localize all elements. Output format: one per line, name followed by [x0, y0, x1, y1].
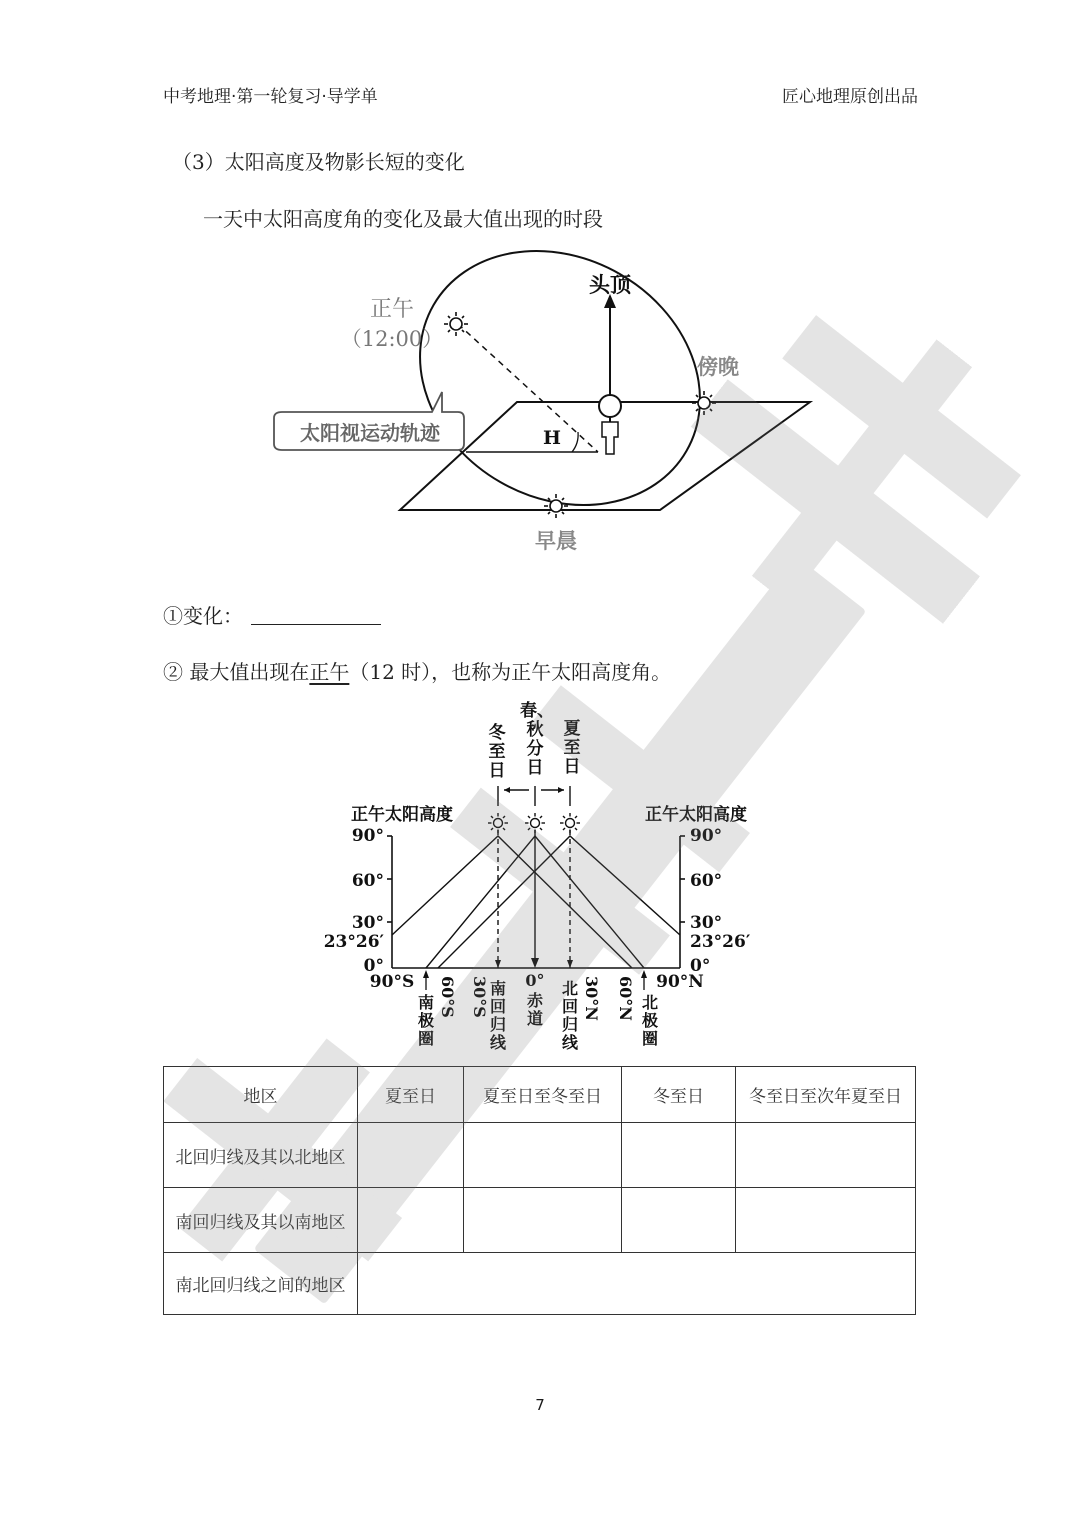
- svg-text:圈: 圈: [417, 1029, 435, 1048]
- equinox-sun-icon: [525, 813, 545, 833]
- answer-cell[interactable]: [358, 1188, 464, 1253]
- answer-cell[interactable]: [736, 1123, 916, 1188]
- q1-line: [163, 600, 381, 629]
- evening-label: 傍晚: [697, 354, 739, 379]
- table-header-winter: 冬至日: [622, 1067, 736, 1123]
- table-row: [164, 1188, 916, 1253]
- morning-sun-icon: [544, 494, 568, 518]
- lat-30n: 30°N: [582, 976, 601, 1021]
- svg-text:南: 南: [417, 993, 435, 1012]
- tropic-cancer-label: [562, 979, 579, 1052]
- svg-text:夏: 夏: [563, 719, 581, 739]
- lat-30s: 30°S: [470, 976, 489, 1018]
- svg-text:北: 北: [641, 993, 659, 1012]
- x-label-90n: 90°N: [656, 972, 704, 992]
- table-header-row: [164, 1067, 916, 1123]
- north-polar-circle-label: [642, 993, 658, 1048]
- svg-text:日: 日: [526, 758, 544, 778]
- tick-60-right: 60°: [690, 871, 723, 891]
- answer-cell[interactable]: [358, 1123, 464, 1188]
- svg-text:极: 极: [641, 1011, 659, 1030]
- right-axis-title: 正午太阳高度: [645, 805, 747, 825]
- lat-60s: 60°S: [438, 976, 457, 1018]
- svg-text:圈: 圈: [641, 1029, 659, 1048]
- winter-solstice-label: [489, 722, 507, 781]
- answer-cell[interactable]: [622, 1188, 736, 1253]
- tick-60-left: 60°: [351, 871, 384, 891]
- header-left: 中考地理·第一轮复习·导学单: [163, 87, 378, 107]
- q1-answer-blank[interactable]: [251, 606, 381, 625]
- tick-30-right: 30°: [690, 913, 723, 933]
- q2-prefix: ② 最大值出现在: [163, 660, 310, 684]
- lat-60n: 60°N: [616, 976, 635, 1021]
- tick-90-left: 90°: [351, 826, 384, 846]
- tropic-capricorn-label: [490, 979, 507, 1052]
- zenith-label: 头顶: [589, 272, 631, 297]
- answer-cell[interactable]: [464, 1123, 622, 1188]
- tick-0-left: 0°: [363, 956, 384, 976]
- svg-text:至: 至: [488, 742, 506, 762]
- equinox-label: [520, 700, 554, 778]
- sun-path-diagram: [260, 262, 830, 592]
- q2-emphasis: 正午: [309, 660, 350, 684]
- header-right: 匠心地理原创出品: [782, 87, 918, 107]
- evening-sun-icon: [692, 391, 716, 415]
- q2-suffix: （12 时），也称为正午太阳高度角。: [349, 660, 672, 684]
- observer-head: [599, 395, 621, 417]
- region-altitude-table: [163, 1066, 916, 1315]
- noon-label: 正午: [369, 297, 415, 322]
- table-row: [164, 1253, 916, 1315]
- winter-sun-icon: [488, 813, 508, 833]
- svg-text:道: 道: [526, 1009, 544, 1028]
- winter-solstice-line: [392, 836, 632, 968]
- tick-0-right: 0°: [690, 956, 711, 976]
- row-label-tropics: 南北回归线之间的地区: [164, 1253, 358, 1315]
- answer-cell-merged[interactable]: [358, 1253, 916, 1315]
- svg-text:线: 线: [489, 1033, 507, 1052]
- q2-line: [163, 656, 671, 685]
- svg-text:日: 日: [563, 757, 581, 777]
- svg-text:北: 北: [561, 979, 579, 998]
- answer-cell[interactable]: [736, 1188, 916, 1253]
- svg-text:南: 南: [489, 979, 507, 998]
- q1-label: ①变化：: [163, 604, 243, 628]
- table-header-summer-to-winter: 夏至日至冬至日: [464, 1067, 622, 1123]
- section-title: （3）太阳高度及物影长短的变化: [172, 150, 465, 174]
- noon-time-label: （12:00）: [340, 327, 444, 351]
- summer-sun-icon: [560, 813, 580, 833]
- summer-solstice-label: [564, 718, 581, 777]
- svg-text:秋: 秋: [526, 720, 544, 740]
- noon-altitude-diagram: [323, 690, 770, 1070]
- tick-30-left: 30°: [351, 913, 384, 933]
- svg-text:至: 至: [563, 738, 581, 758]
- south-polar-circle-label: [418, 993, 434, 1048]
- summer-solstice-line: [438, 836, 680, 968]
- x-label-90s: 90°S: [369, 972, 415, 992]
- observer-body: [602, 422, 618, 454]
- answer-cell[interactable]: [622, 1123, 736, 1188]
- svg-text:极: 极: [417, 1011, 435, 1030]
- tick-2326-right: 23°26′: [690, 932, 751, 952]
- svg-text:赤: 赤: [526, 991, 544, 1010]
- tick-90-right: 90°: [690, 826, 723, 846]
- equator-label: [527, 991, 544, 1028]
- answer-cell[interactable]: [464, 1188, 622, 1253]
- angle-label: H: [543, 427, 561, 449]
- page-number: 7: [535, 1396, 545, 1414]
- svg-text:分: 分: [526, 739, 544, 759]
- svg-text:回: 回: [561, 997, 579, 1016]
- svg-text:归: 归: [489, 1015, 507, 1034]
- table-row: [164, 1123, 916, 1188]
- equator-degree: 0°: [525, 971, 545, 990]
- svg-text:春、: 春、: [520, 701, 554, 721]
- table-header-summer: 夏至日: [358, 1067, 464, 1123]
- svg-text:线: 线: [561, 1033, 579, 1052]
- svg-text:冬: 冬: [488, 723, 506, 743]
- svg-text:回: 回: [489, 997, 507, 1016]
- left-axis-title: 正午太阳高度: [351, 805, 453, 825]
- row-label-north: 北回归线及其以北地区: [164, 1123, 358, 1188]
- svg-text:归: 归: [561, 1015, 579, 1034]
- table-header-region: 地区: [164, 1067, 358, 1123]
- subtitle: 一天中太阳高度角的变化及最大值出现的时段: [203, 207, 603, 231]
- row-label-south: 南回归线及其以南地区: [164, 1188, 358, 1253]
- noon-sun-icon: [444, 312, 468, 336]
- morning-label: 早晨: [535, 528, 577, 553]
- path-label: 太阳视运动轨迹: [300, 421, 440, 445]
- tick-2326-left: 23°26′: [323, 932, 384, 952]
- svg-text:日: 日: [488, 761, 506, 781]
- table-header-winter-to-summer: 冬至日至次年夏至日: [736, 1067, 916, 1123]
